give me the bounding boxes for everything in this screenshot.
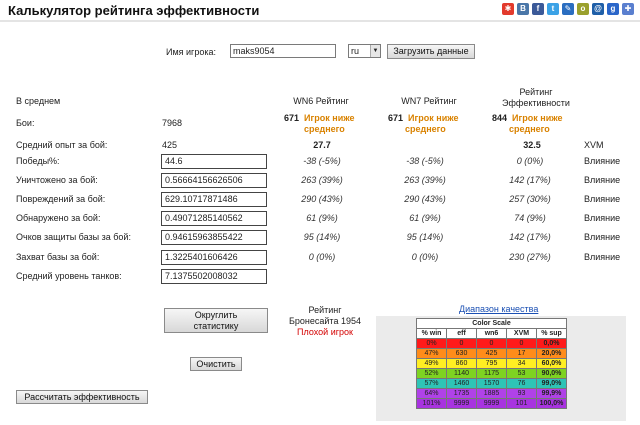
- color-scale-cell: 60,0%: [537, 359, 567, 369]
- average-header: В среднем: [16, 96, 61, 106]
- stat-input[interactable]: 1.3225401606426: [161, 250, 267, 265]
- stat-wn7-impact: 61 (9%): [409, 213, 441, 223]
- color-scale-header-row: [417, 329, 567, 339]
- stat-wn6-impact: 0 (0%): [308, 252, 336, 262]
- stat-wn7-impact: 0 (0%): [411, 252, 439, 262]
- color-scale-header: eff: [447, 329, 477, 339]
- wn6-category-line1: Игрок ниже: [304, 113, 355, 123]
- stat-wn6-impact: 95 (14%): [303, 232, 341, 242]
- bronesite-rating: [285, 305, 365, 338]
- avg-exp-label: Средний опыт за бой:: [16, 140, 108, 150]
- color-scale-cell: 47%: [417, 349, 447, 359]
- color-scale-cell: 9999: [447, 399, 477, 409]
- avg-exp-wn6: 27.7: [313, 140, 331, 150]
- color-scale-cell: 64%: [417, 389, 447, 399]
- chevron-down-icon[interactable]: ▼: [370, 45, 380, 57]
- eff-header-line1: Рейтинг: [519, 87, 553, 97]
- influence-link[interactable]: Влияние: [584, 213, 621, 223]
- stat-input[interactable]: 0.49071285140562: [161, 211, 267, 226]
- wn7-header: WN7 Рейтинг: [401, 96, 457, 106]
- stat-input[interactable]: 7.1375502008032: [161, 269, 267, 284]
- stat-eff-impact: 257 (30%): [509, 194, 551, 204]
- color-scale-cell: 76: [507, 379, 537, 389]
- stat-label: Обнаружено за бой:: [16, 213, 101, 223]
- stat-label: Очков защиты базы за бой:: [16, 232, 131, 242]
- facebook-icon[interactable]: f: [532, 3, 544, 15]
- color-scale-header: % win: [417, 329, 447, 339]
- stat-wn6-impact: 263 (39%): [301, 175, 343, 185]
- eff-category-line1: Игрок ниже: [512, 113, 563, 123]
- avg-exp-eff: 32.5: [523, 140, 541, 150]
- stat-wn7-impact: 263 (39%): [404, 175, 446, 185]
- stat-label: Уничтожено за бой:: [16, 175, 98, 185]
- color-scale-cell: 20,0%: [537, 349, 567, 359]
- wn7-rating: [388, 113, 478, 135]
- color-scale-cell: 425: [477, 349, 507, 359]
- wn6-score: 671: [284, 113, 300, 123]
- player-name-input[interactable]: maks9054: [230, 44, 336, 58]
- stat-wn7-impact: 290 (43%): [404, 194, 446, 204]
- wn6-header: WN6 Рейтинг: [293, 96, 349, 106]
- color-scale-cell: 1885: [477, 389, 507, 399]
- stat-wn7-impact: -38 (-5%): [406, 156, 444, 166]
- color-scale-cell: 1735: [447, 389, 477, 399]
- stat-eff-impact: 142 (17%): [509, 175, 551, 185]
- color-scale-cell: 860: [447, 359, 477, 369]
- twitter-icon[interactable]: t: [547, 3, 559, 15]
- mailru-icon[interactable]: @: [592, 3, 604, 15]
- player-name-label: Имя игрока:: [166, 47, 216, 57]
- color-scale-header: XVM: [507, 329, 537, 339]
- influence-link[interactable]: Влияние: [584, 156, 621, 166]
- color-scale-cell: 0%: [417, 339, 447, 349]
- eff-rating: [492, 113, 582, 135]
- person-icon[interactable]: ✱: [502, 3, 514, 15]
- stat-eff-impact: 0 (0%): [516, 156, 544, 166]
- odnoklassniki-icon[interactable]: o: [577, 3, 589, 15]
- bookmark-icon[interactable]: ✚: [622, 3, 634, 15]
- color-scale-row: [417, 399, 567, 409]
- wn7-score: 671: [388, 113, 404, 123]
- color-scale-header: % sup: [537, 329, 567, 339]
- load-data-button[interactable]: Загрузить данные: [387, 44, 475, 59]
- color-scale-cell: 99,9%: [537, 389, 567, 399]
- color-scale-cell: 99,0%: [537, 379, 567, 389]
- title-divider: [0, 20, 640, 22]
- stat-label: Средний уровень танков:: [16, 271, 122, 281]
- color-scale-cell: 0: [477, 339, 507, 349]
- round-stats-line2: статистику: [193, 321, 239, 331]
- bronesite-category: Плохой игрок: [297, 327, 353, 337]
- color-scale-cell: 630: [447, 349, 477, 359]
- quality-range-link[interactable]: Диапазон качества: [459, 304, 539, 314]
- color-scale-row: [417, 369, 567, 379]
- stat-eff-impact: 74 (9%): [514, 213, 546, 223]
- stat-label: Повреждений за бой:: [16, 194, 106, 204]
- color-scale-cell: 101%: [417, 399, 447, 409]
- eff-score: 844: [492, 113, 508, 123]
- color-scale-cell: 57%: [417, 379, 447, 389]
- color-scale-cell: 795: [477, 359, 507, 369]
- color-scale-cell: 9999: [477, 399, 507, 409]
- eff-header: [491, 87, 581, 109]
- color-scale-table: [416, 318, 567, 409]
- wn6-category-line2: среднего: [304, 124, 345, 134]
- color-scale-row: [417, 389, 567, 399]
- vk-icon[interactable]: B: [517, 3, 529, 15]
- clear-button[interactable]: Очистить: [190, 357, 242, 371]
- calculate-efficiency-button[interactable]: Рассчитать эффективность: [16, 390, 148, 404]
- social-share-bar: [502, 3, 634, 15]
- influence-link[interactable]: Влияние: [584, 175, 621, 185]
- color-scale-cell: 1570: [477, 379, 507, 389]
- color-scale-cell: 1175: [477, 369, 507, 379]
- stat-label: Захват базы за бой:: [16, 252, 100, 262]
- livejournal-icon[interactable]: ✎: [562, 3, 574, 15]
- color-scale-cell: 52%: [417, 369, 447, 379]
- color-scale-row: [417, 379, 567, 389]
- color-scale-cell: 0,0%: [537, 339, 567, 349]
- color-scale-cell: 0: [507, 339, 537, 349]
- color-scale-row: [417, 339, 567, 349]
- color-scale-cell: 53: [507, 369, 537, 379]
- google-icon[interactable]: g: [607, 3, 619, 15]
- color-scale-cell: 34: [507, 359, 537, 369]
- color-scale-row: [417, 349, 567, 359]
- color-scale-cell: 93: [507, 389, 537, 399]
- stat-eff-impact: 142 (17%): [509, 232, 551, 242]
- wn7-category-line1: Игрок ниже: [408, 113, 459, 123]
- stat-wn7-impact: 95 (14%): [406, 232, 444, 242]
- color-scale-header: wn6: [477, 329, 507, 339]
- bronesite-line2: Бронесайта 1954: [289, 316, 361, 326]
- eff-category-line2: среднего: [509, 124, 550, 134]
- round-stats-button[interactable]: [164, 308, 268, 333]
- wn6-rating: [284, 113, 374, 135]
- stat-eff-impact: 230 (27%): [509, 252, 551, 262]
- language-select-value: ru: [351, 46, 360, 56]
- stat-wn6-impact: 61 (9%): [306, 213, 338, 223]
- stat-input[interactable]: 0.56664156626506: [161, 173, 267, 188]
- color-scale-cell: 49%: [417, 359, 447, 369]
- language-select[interactable]: [348, 44, 381, 58]
- avg-exp-value: 425: [162, 140, 178, 150]
- color-scale-cell: 17: [507, 349, 537, 359]
- color-scale-caption: Color Scale: [417, 319, 567, 329]
- color-scale-cell: 101: [507, 399, 537, 409]
- color-scale-cell: 90,0%: [537, 369, 567, 379]
- color-scale-row: [417, 359, 567, 369]
- stat-wn6-impact: -38 (-5%): [303, 156, 341, 166]
- round-stats-line1: Округлить: [194, 310, 238, 320]
- xvm-label: XVM: [584, 140, 604, 150]
- wn7-category-line2: среднего: [405, 124, 446, 134]
- battles-label: Бои:: [16, 118, 35, 128]
- color-scale-cell: 0: [447, 339, 477, 349]
- color-scale-cell: 1460: [447, 379, 477, 389]
- influence-link[interactable]: Влияние: [584, 194, 621, 204]
- color-scale-cell: 100,0%: [537, 399, 567, 409]
- eff-header-line2: Эффективности: [502, 98, 570, 108]
- influence-link[interactable]: Влияние: [584, 232, 621, 242]
- stat-input[interactable]: 0.94615963855422: [161, 230, 267, 245]
- stat-input[interactable]: 44.6: [161, 154, 267, 169]
- bronesite-line1: Рейтинг: [308, 305, 342, 315]
- battles-value: 7968: [162, 118, 183, 128]
- color-scale-cell: 1140: [447, 369, 477, 379]
- stat-wn6-impact: 290 (43%): [301, 194, 343, 204]
- influence-link[interactable]: Влияние: [584, 252, 621, 262]
- stat-input[interactable]: 629.10717871486: [161, 192, 267, 207]
- page-title: Калькулятор рейтинга эффективности: [8, 3, 260, 18]
- stat-label: Победы%:: [16, 156, 60, 166]
